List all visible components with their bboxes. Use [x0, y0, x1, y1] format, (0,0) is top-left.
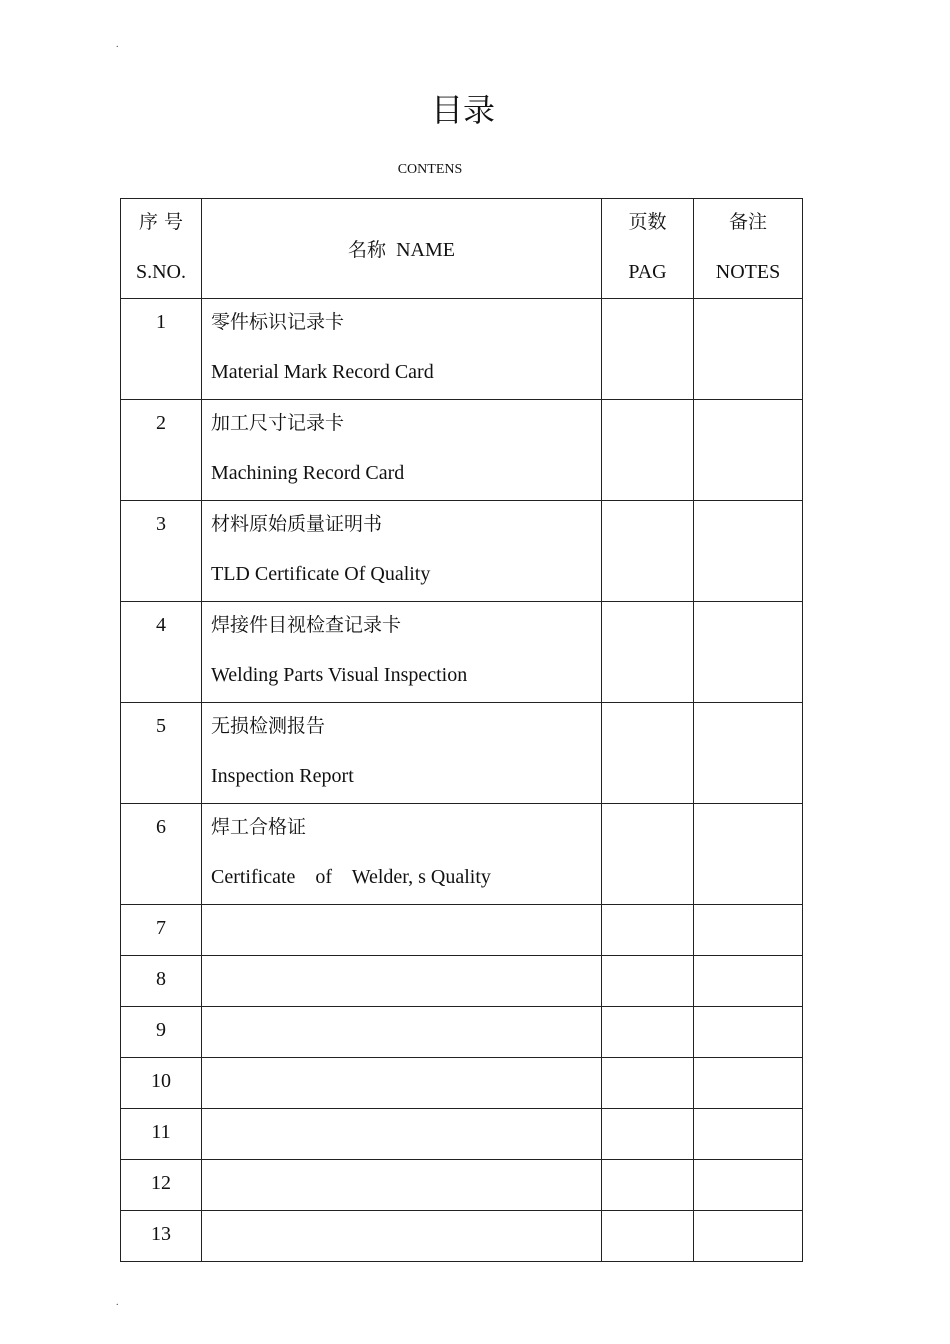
row-pag — [602, 602, 694, 703]
row-name — [202, 1109, 602, 1160]
row-notes — [694, 804, 803, 905]
row-name — [202, 703, 602, 804]
row-number: 11 — [121, 1109, 202, 1160]
row-number: 1 — [121, 299, 202, 400]
table-row — [121, 400, 803, 501]
table-row — [121, 1160, 803, 1211]
row-name-zh: 材料原始质量证明书 — [211, 513, 383, 535]
row-number: 5 — [121, 703, 202, 804]
table-body — [121, 299, 803, 1262]
row-name-en: Inspection Report — [211, 765, 354, 787]
table-row — [121, 501, 803, 602]
row-name-zh: 焊接件目视检查记录卡 — [211, 614, 402, 636]
row-number: 7 — [121, 905, 202, 956]
row-number: 6 — [121, 804, 202, 905]
table-row — [121, 602, 803, 703]
corner-mark-bottom: . — [116, 1297, 119, 1308]
row-name — [202, 1007, 602, 1058]
row-name — [202, 1058, 602, 1109]
table-row — [121, 1058, 803, 1109]
row-name-zh: 无损检测报告 — [211, 715, 326, 737]
row-name-zh: 加工尺寸记录卡 — [211, 412, 345, 434]
row-name-en: TLD Certificate Of Quality — [211, 563, 431, 585]
row-number: 4 — [121, 602, 202, 703]
row-notes — [694, 501, 803, 602]
row-name-en: Material Mark Record Card — [211, 361, 434, 383]
header-name: 名称 NAME — [202, 199, 602, 299]
row-number: 10 — [121, 1058, 202, 1109]
row-name-en: Certificate of Welder, s Quality — [211, 866, 491, 888]
row-notes — [694, 299, 803, 400]
row-number: 8 — [121, 956, 202, 1007]
row-pag — [602, 400, 694, 501]
row-pag — [602, 1211, 694, 1262]
header-pag: 页数 PAG — [602, 199, 694, 299]
row-pag — [602, 956, 694, 1007]
row-name — [202, 400, 602, 501]
header-row — [121, 199, 803, 299]
row-pag — [602, 703, 694, 804]
row-name-en: Welding Parts Visual Inspection — [211, 664, 468, 686]
row-number: 3 — [121, 501, 202, 602]
header-sno: 序 号 S.NO. — [121, 199, 202, 299]
row-number: 12 — [121, 1160, 202, 1211]
table-row — [121, 1211, 803, 1262]
table-row — [121, 299, 803, 400]
row-name — [202, 299, 602, 400]
corner-mark-top: . — [116, 39, 119, 50]
row-pag — [602, 299, 694, 400]
row-name — [202, 1211, 602, 1262]
row-pag — [602, 501, 694, 602]
contents-table — [120, 198, 803, 1262]
row-name — [202, 602, 602, 703]
page-subtitle: CONTENS — [397, 162, 463, 177]
row-name-en: Machining Record Card — [211, 462, 405, 484]
row-notes — [694, 905, 803, 956]
row-name — [202, 501, 602, 602]
row-pag — [602, 1160, 694, 1211]
row-name — [202, 956, 602, 1007]
row-number: 2 — [121, 400, 202, 501]
row-notes — [694, 400, 803, 501]
row-pag — [602, 1007, 694, 1058]
row-pag — [602, 804, 694, 905]
row-number: 13 — [121, 1211, 202, 1262]
row-pag — [602, 1109, 694, 1160]
row-notes — [694, 1160, 803, 1211]
row-name — [202, 804, 602, 905]
table-row — [121, 905, 803, 956]
row-name-zh: 焊工合格证 — [211, 816, 307, 838]
row-name — [202, 905, 602, 956]
row-notes — [694, 956, 803, 1007]
row-name — [202, 1160, 602, 1211]
row-notes — [694, 1007, 803, 1058]
row-notes — [694, 1058, 803, 1109]
row-pag — [602, 905, 694, 956]
row-notes — [694, 703, 803, 804]
table-row — [121, 1007, 803, 1058]
table-row — [121, 804, 803, 905]
table-row — [121, 1109, 803, 1160]
row-notes — [694, 1211, 803, 1262]
row-notes — [694, 1109, 803, 1160]
header-notes: 备注 NOTES — [694, 199, 803, 299]
table-row — [121, 703, 803, 804]
row-number: 9 — [121, 1007, 202, 1058]
row-name-zh: 零件标识记录卡 — [211, 311, 345, 333]
row-pag — [602, 1058, 694, 1109]
page-title: 目录 — [430, 91, 495, 129]
row-notes — [694, 602, 803, 703]
table-row — [121, 956, 803, 1007]
